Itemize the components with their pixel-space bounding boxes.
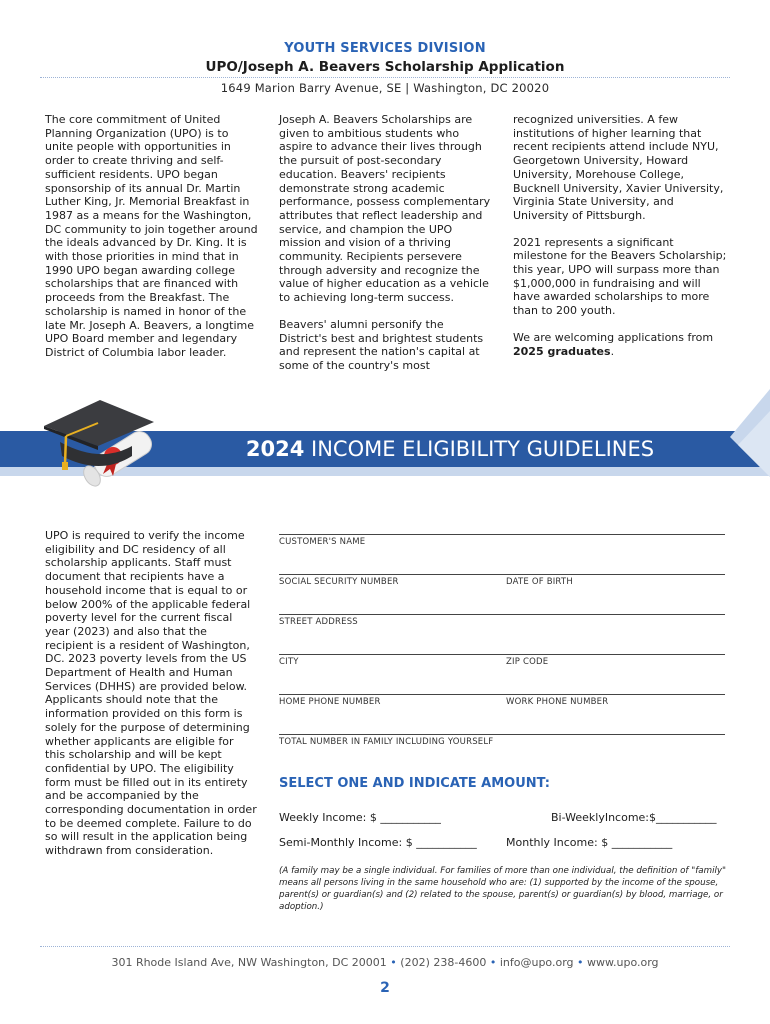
separator-dot-icon: • [577, 956, 584, 969]
intro-column-1 [45, 113, 260, 373]
intro-paragraph: The core commitment of United Planning Organization (UPO) is to unite people with opportunities in order to create thriving and self-sufficient residents. UPO began sponsorship of its annual Dr. Martin Luther King, Jr. Memorial Breakfast in 1987 as a means for the Washington, DC community to join together around the ideals advanced by Dr. King. It is with those priorities in mind that in 1990 UPO began awarding college scholarships that are financed with proceeds from the Breakfast. The scholarship is named in honor of the late Mr. Joseph A. Beavers, a longtime UPO Board member and legendary District of Columbia labor leader. [45, 113, 258, 359]
zip-label: ZIP CODE [506, 657, 549, 667]
home-phone-label: HOME PHONE NUMBER [279, 697, 381, 707]
customer-name-field[interactable] [279, 534, 725, 535]
income-heading: SELECT ONE AND INDICATE AMOUNT: [279, 776, 550, 791]
intro-column-2 [279, 113, 494, 386]
header-divider [40, 77, 730, 78]
banner-title: 2024 INCOME ELIGIBILITY GUIDELINES [245, 437, 655, 461]
work-phone-label: WORK PHONE NUMBER [506, 697, 609, 707]
footer-website[interactable]: www.upo.org [587, 956, 659, 969]
footer-contact [0, 956, 770, 969]
intro-paragraph: 2021 represents a significant milestone for the Beavers Scholarship; this year, UPO will surpass more than $1,000,000 in fundraising and will have awarded scholarships to more than to 200 youth. [513, 235, 727, 318]
family-total-field[interactable] [279, 734, 725, 735]
ssn-field[interactable] [279, 574, 725, 575]
city-field[interactable] [279, 654, 725, 655]
eligibility-text: UPO is required to verify the income eligibility and DC residency of all scholarship applicants. Staff must document that recipients have a household income that is equal to or below 200% of the applicable federal poverty level for the current fiscal year (2023) and also that the recipient is a resident of Washington, DC. 2023 poverty levels from the US Department of Health and Human Services (DHHS) are provided below. Applicants should note that the information provided on this form is solely for the purpose of determining whether applicants are eligible for this scholarship and will be kept confidential by UPO. The eligibility form must be filled out in its entirety and be accompanied by the corresponding documentation in order to be deemed complete. Failure to do so will result in the application being withdrawn from consideration. [45, 529, 257, 858]
semimonthly-income-field[interactable]: Semi-Monthly Income: $ ___________ [279, 836, 477, 849]
dob-label: DATE OF BIRTH [506, 577, 573, 587]
header-address: 1649 Marion Barry Avenue, SE | Washington, DC 20020 [220, 81, 550, 95]
intro-paragraph: Joseph A. Beavers Scholarships are given to ambitious students who aspire to advance their lives through the pursuit of post-secondary education. Beavers' recipients demonstrate strong academic performance, possess complementary attributes that reflect leadership and service, and champion the UPO mission and vision of a thriving community. Recipients persevere through adversity and recognize the value of higher education as a vehicle to achieving long-term success. [279, 113, 491, 305]
footer-address: 301 Rhode Island Ave, NW Washington, DC 20001 [111, 956, 387, 969]
monthly-income-field[interactable]: Monthly Income: $ ___________ [506, 836, 673, 849]
family-definition-note: (A family may be a single individual. For families of more than one individual, the definition of "family" means all persons living in the same household who are: (1) supported by the income of the spouse, parent(s) or guardian(s) and (2) related to the spouse, parent(s) or guardian(s) by blood, marriage, or adoption.) [279, 866, 727, 912]
intro-paragraph: recognized universities. A few institutions of higher learning that recent recipients attend include NYU, Georgetown University, Howard University, Morehouse College, Bucknell University, Xavier University, Virginia State University, and University of Pittsburgh. [513, 113, 724, 222]
page-title: UPO/Joseph A. Beavers Scholarship Application [205, 59, 565, 75]
footer-email[interactable]: info@upo.org [499, 956, 574, 969]
street-address-field[interactable] [279, 614, 725, 615]
banner-corner-decoration [720, 389, 770, 477]
division-title: YOUTH SERVICES DIVISION [284, 41, 486, 56]
ssn-label: SOCIAL SECURITY NUMBER [279, 577, 399, 587]
city-label: CITY [279, 657, 299, 667]
weekly-income-field[interactable]: Weekly Income: $ ___________ [279, 811, 441, 824]
intro-paragraph: Beavers' alumni personify the District's best and brightest students and represent the nation's capital at some of the country's most [279, 317, 484, 372]
graduation-cap-icon [40, 398, 160, 498]
intro-column-3 [513, 113, 730, 371]
footer-phone: (202) 238-4600 [400, 956, 487, 969]
footer-divider [40, 946, 730, 947]
biweekly-income-field[interactable]: Bi-WeeklyIncome:$___________ [551, 811, 717, 824]
family-total-label: TOTAL NUMBER IN FAMILY INCLUDING YOURSELF [279, 737, 494, 747]
page-number: 2 [380, 980, 390, 996]
phone-field[interactable] [279, 694, 725, 695]
street-address-label: STREET ADDRESS [279, 617, 358, 627]
customer-name-label: CUSTOMER'S NAME [279, 537, 366, 547]
separator-dot-icon: • [390, 956, 397, 969]
separator-dot-icon: • [489, 956, 497, 969]
intro-paragraph: We are welcoming applications from 2025 graduates. [513, 330, 714, 358]
